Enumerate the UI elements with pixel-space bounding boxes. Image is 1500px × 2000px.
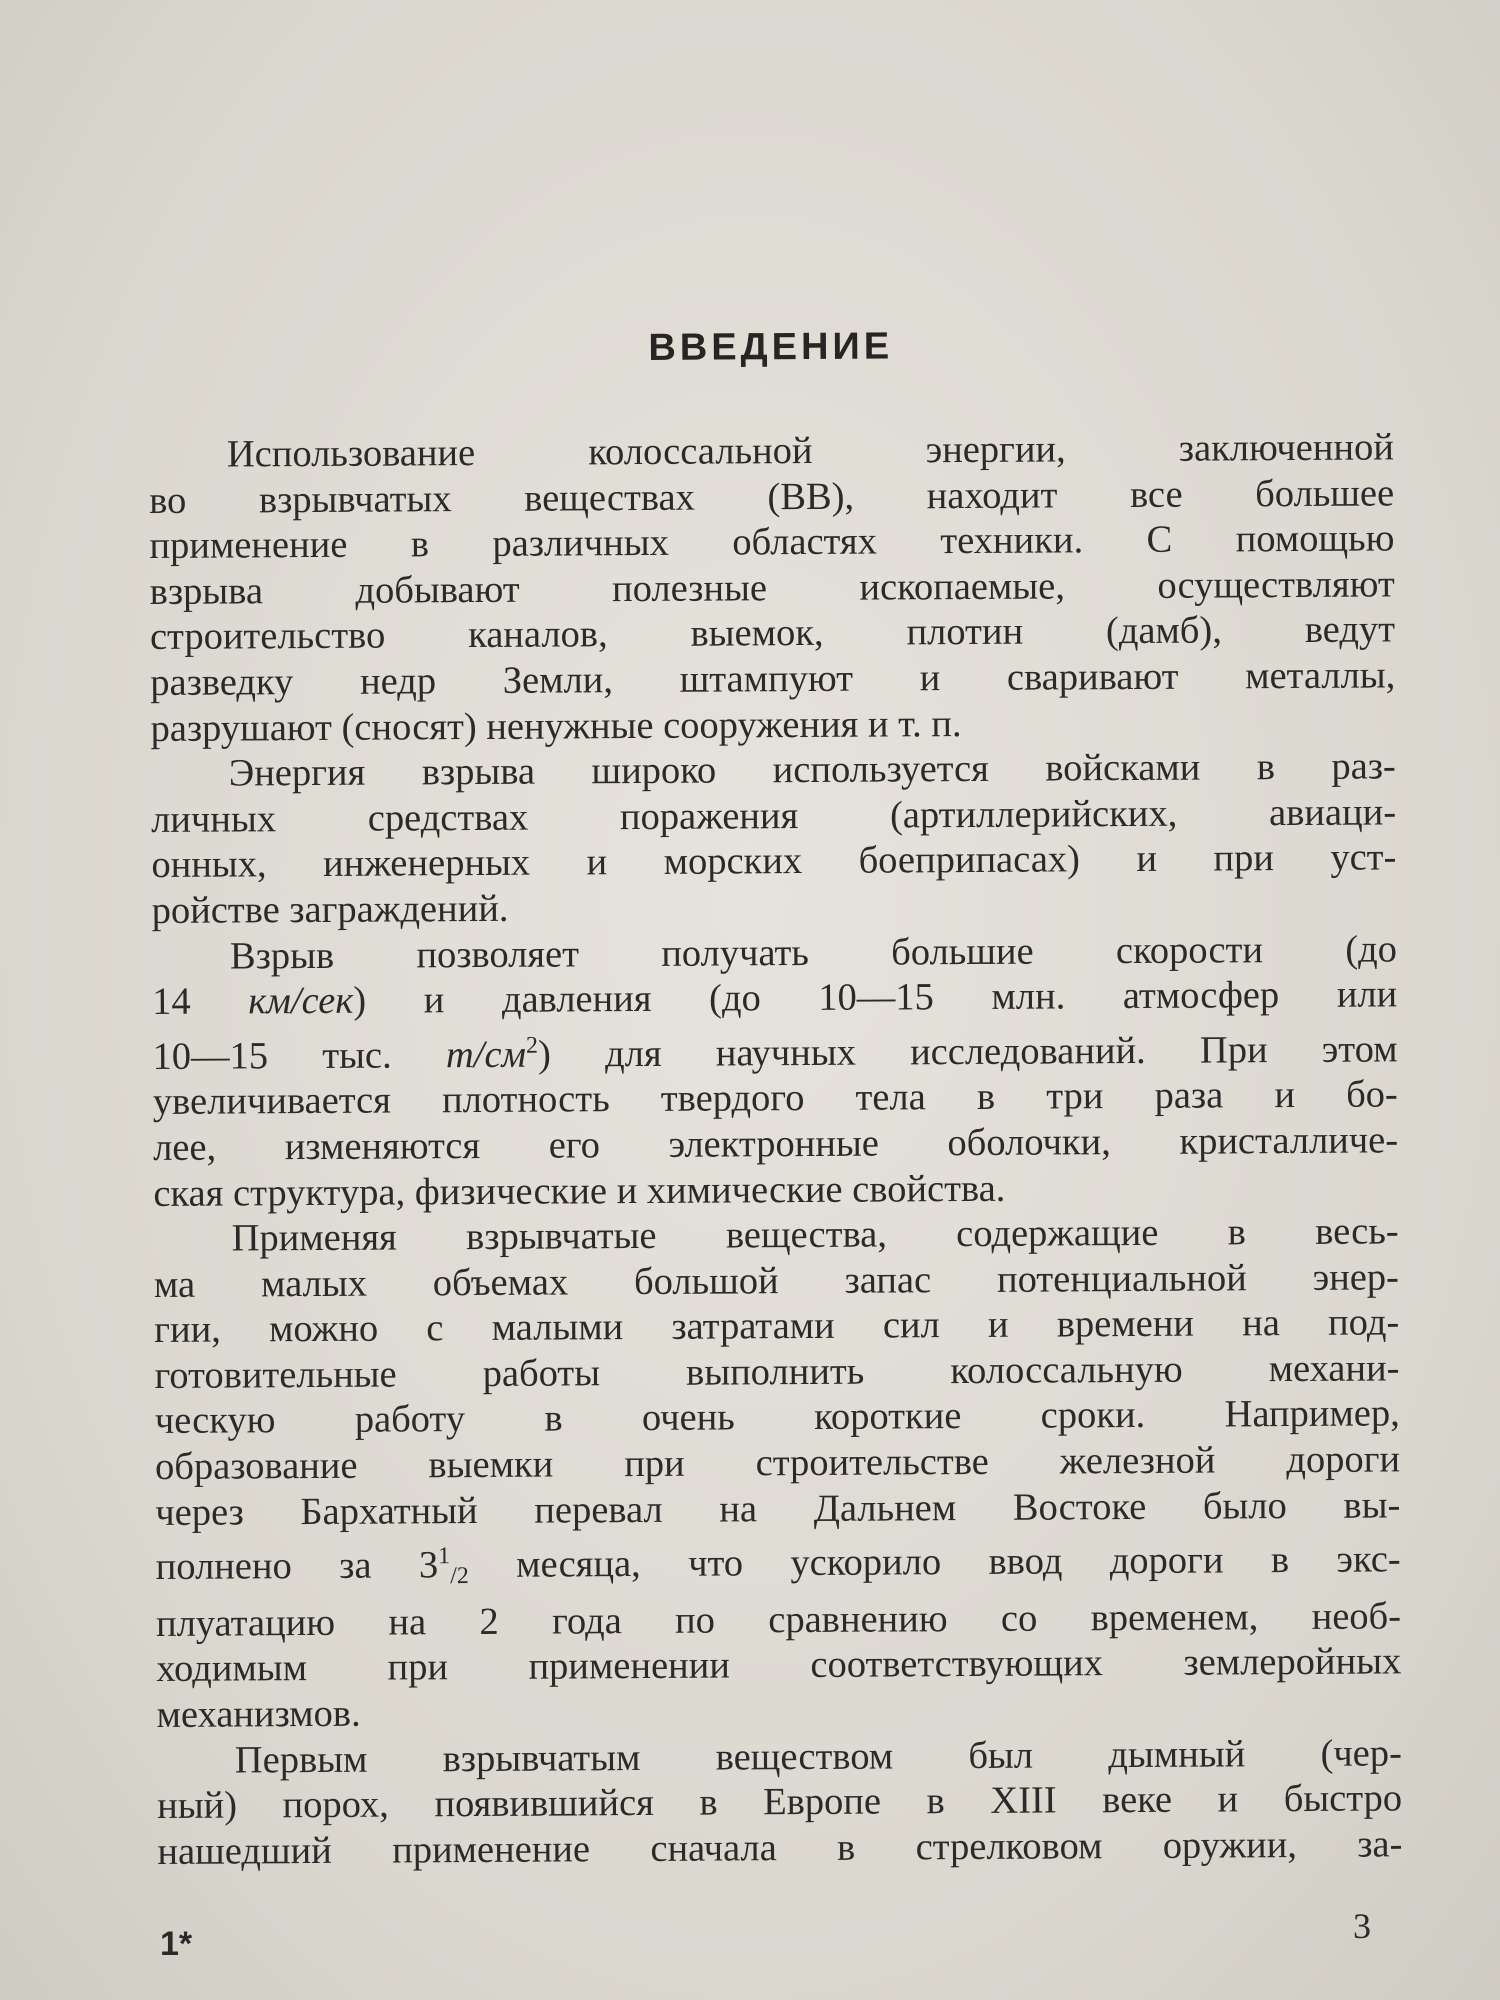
text-line: онных, инженерных и морских боеприпасах) и при уст-: [151, 836, 1397, 887]
text-line: ходимым при применении соответствующих землеройных: [156, 1640, 1402, 1691]
text-fragment: ) и давления (до 10—15 млн. атмосфер или: [353, 973, 1398, 1022]
text-line: во взрывчатых веществах (ВВ), находит все большее: [149, 471, 1395, 522]
unit-speed: км/сек: [248, 979, 354, 1023]
paragraph-3: [152, 927, 1399, 1217]
text-line: Применяя взрывчатые вещества, содержащие в весь-: [231, 1210, 1399, 1260]
text-line: [152, 973, 1397, 1026]
page-number: 3: [1353, 1906, 1371, 1946]
fraction-numerator: 1: [438, 1543, 451, 1570]
text-fragment: 14: [152, 980, 249, 1024]
text-fragment: месяца, что ускорило ввод дороги в экс-: [468, 1538, 1401, 1587]
text-fragment: 10—15 тыс.: [152, 1033, 447, 1078]
text-line: механизмов.: [156, 1692, 361, 1737]
text-line: взрыва добывают полезные ископаемые, осуществляют: [149, 563, 1395, 613]
text-line: строительство каналов, выемок, плотин (дамб), ведут: [149, 608, 1396, 659]
unit-pressure: т/см: [445, 1033, 527, 1076]
text-line: [152, 1018, 1397, 1080]
text-line: Первым взрывчатым веществом был дымный (чер-: [234, 1731, 1402, 1782]
text-line: ройстве заграждений.: [151, 887, 509, 932]
page-title: ВВЕДЕНИЕ: [648, 325, 894, 369]
paragraph-1: [149, 425, 1396, 752]
text-line: через Бархатный перевал на Дальнем Востоке было вы-: [155, 1484, 1401, 1534]
superscript: 2: [525, 1032, 539, 1059]
text-line: Энергия взрыва широко используется войсками в раз-: [228, 745, 1396, 795]
text-line: образование выемки при строительстве железной дороги: [154, 1438, 1401, 1489]
paragraph-5: [157, 1731, 1403, 1875]
text-line: ный) порох, появившийся в Европе в XIII веке и быстро: [157, 1777, 1403, 1828]
fraction-denominator: /2: [450, 1563, 469, 1590]
text-line: применение в различных областях техники. С помощью: [149, 517, 1395, 568]
paragraph-2: [151, 745, 1397, 935]
text-fragment: ) для научных исследований. При этом: [537, 1028, 1398, 1076]
text-line: нашедший применение сначала в стрелковом оружии, за-: [157, 1823, 1403, 1873]
text-line: лее, изменяются его электронные оболочки, кристалличе-: [152, 1119, 1399, 1169]
text-line: Использование колоссальной энергии, заключенной: [226, 426, 1394, 476]
text-line: ская структура, физические и химические свойства.: [153, 1167, 1006, 1215]
text-line: [155, 1529, 1400, 1602]
text-line: увеличивается плотность твердого тела в три раза и бо-: [152, 1073, 1398, 1124]
text-line: готовительные работы выполнить колоссальную механи-: [154, 1347, 1400, 1397]
paragraph-4: [154, 1209, 1402, 1738]
text-line: ма малых объемах большой запас потенциальной энер-: [153, 1256, 1400, 1306]
text-line: разведку недр Земли, штампуют и сваривают металлы,: [150, 654, 1396, 704]
text-line: разрушают (сносят) ненужные сооружения и т. п.: [150, 702, 962, 750]
text-line: Взрыв позволяет получать большие скорости (до: [229, 927, 1398, 978]
text-column: [148, 302, 1403, 1875]
text-line: личных средствах поражения (артиллерийских, авиаци-: [150, 791, 1397, 841]
signature-mark: 1*: [160, 1925, 193, 1963]
text-fragment: полнено за 3: [155, 1544, 439, 1589]
text-line: плуатацию на 2 года по сравнению со временем, необ-: [155, 1595, 1402, 1645]
text-line: ческую работу в очень короткие сроки. Например,: [154, 1392, 1400, 1443]
text-line: гии, можно с малыми затратами сил и времени на под-: [154, 1301, 1400, 1352]
